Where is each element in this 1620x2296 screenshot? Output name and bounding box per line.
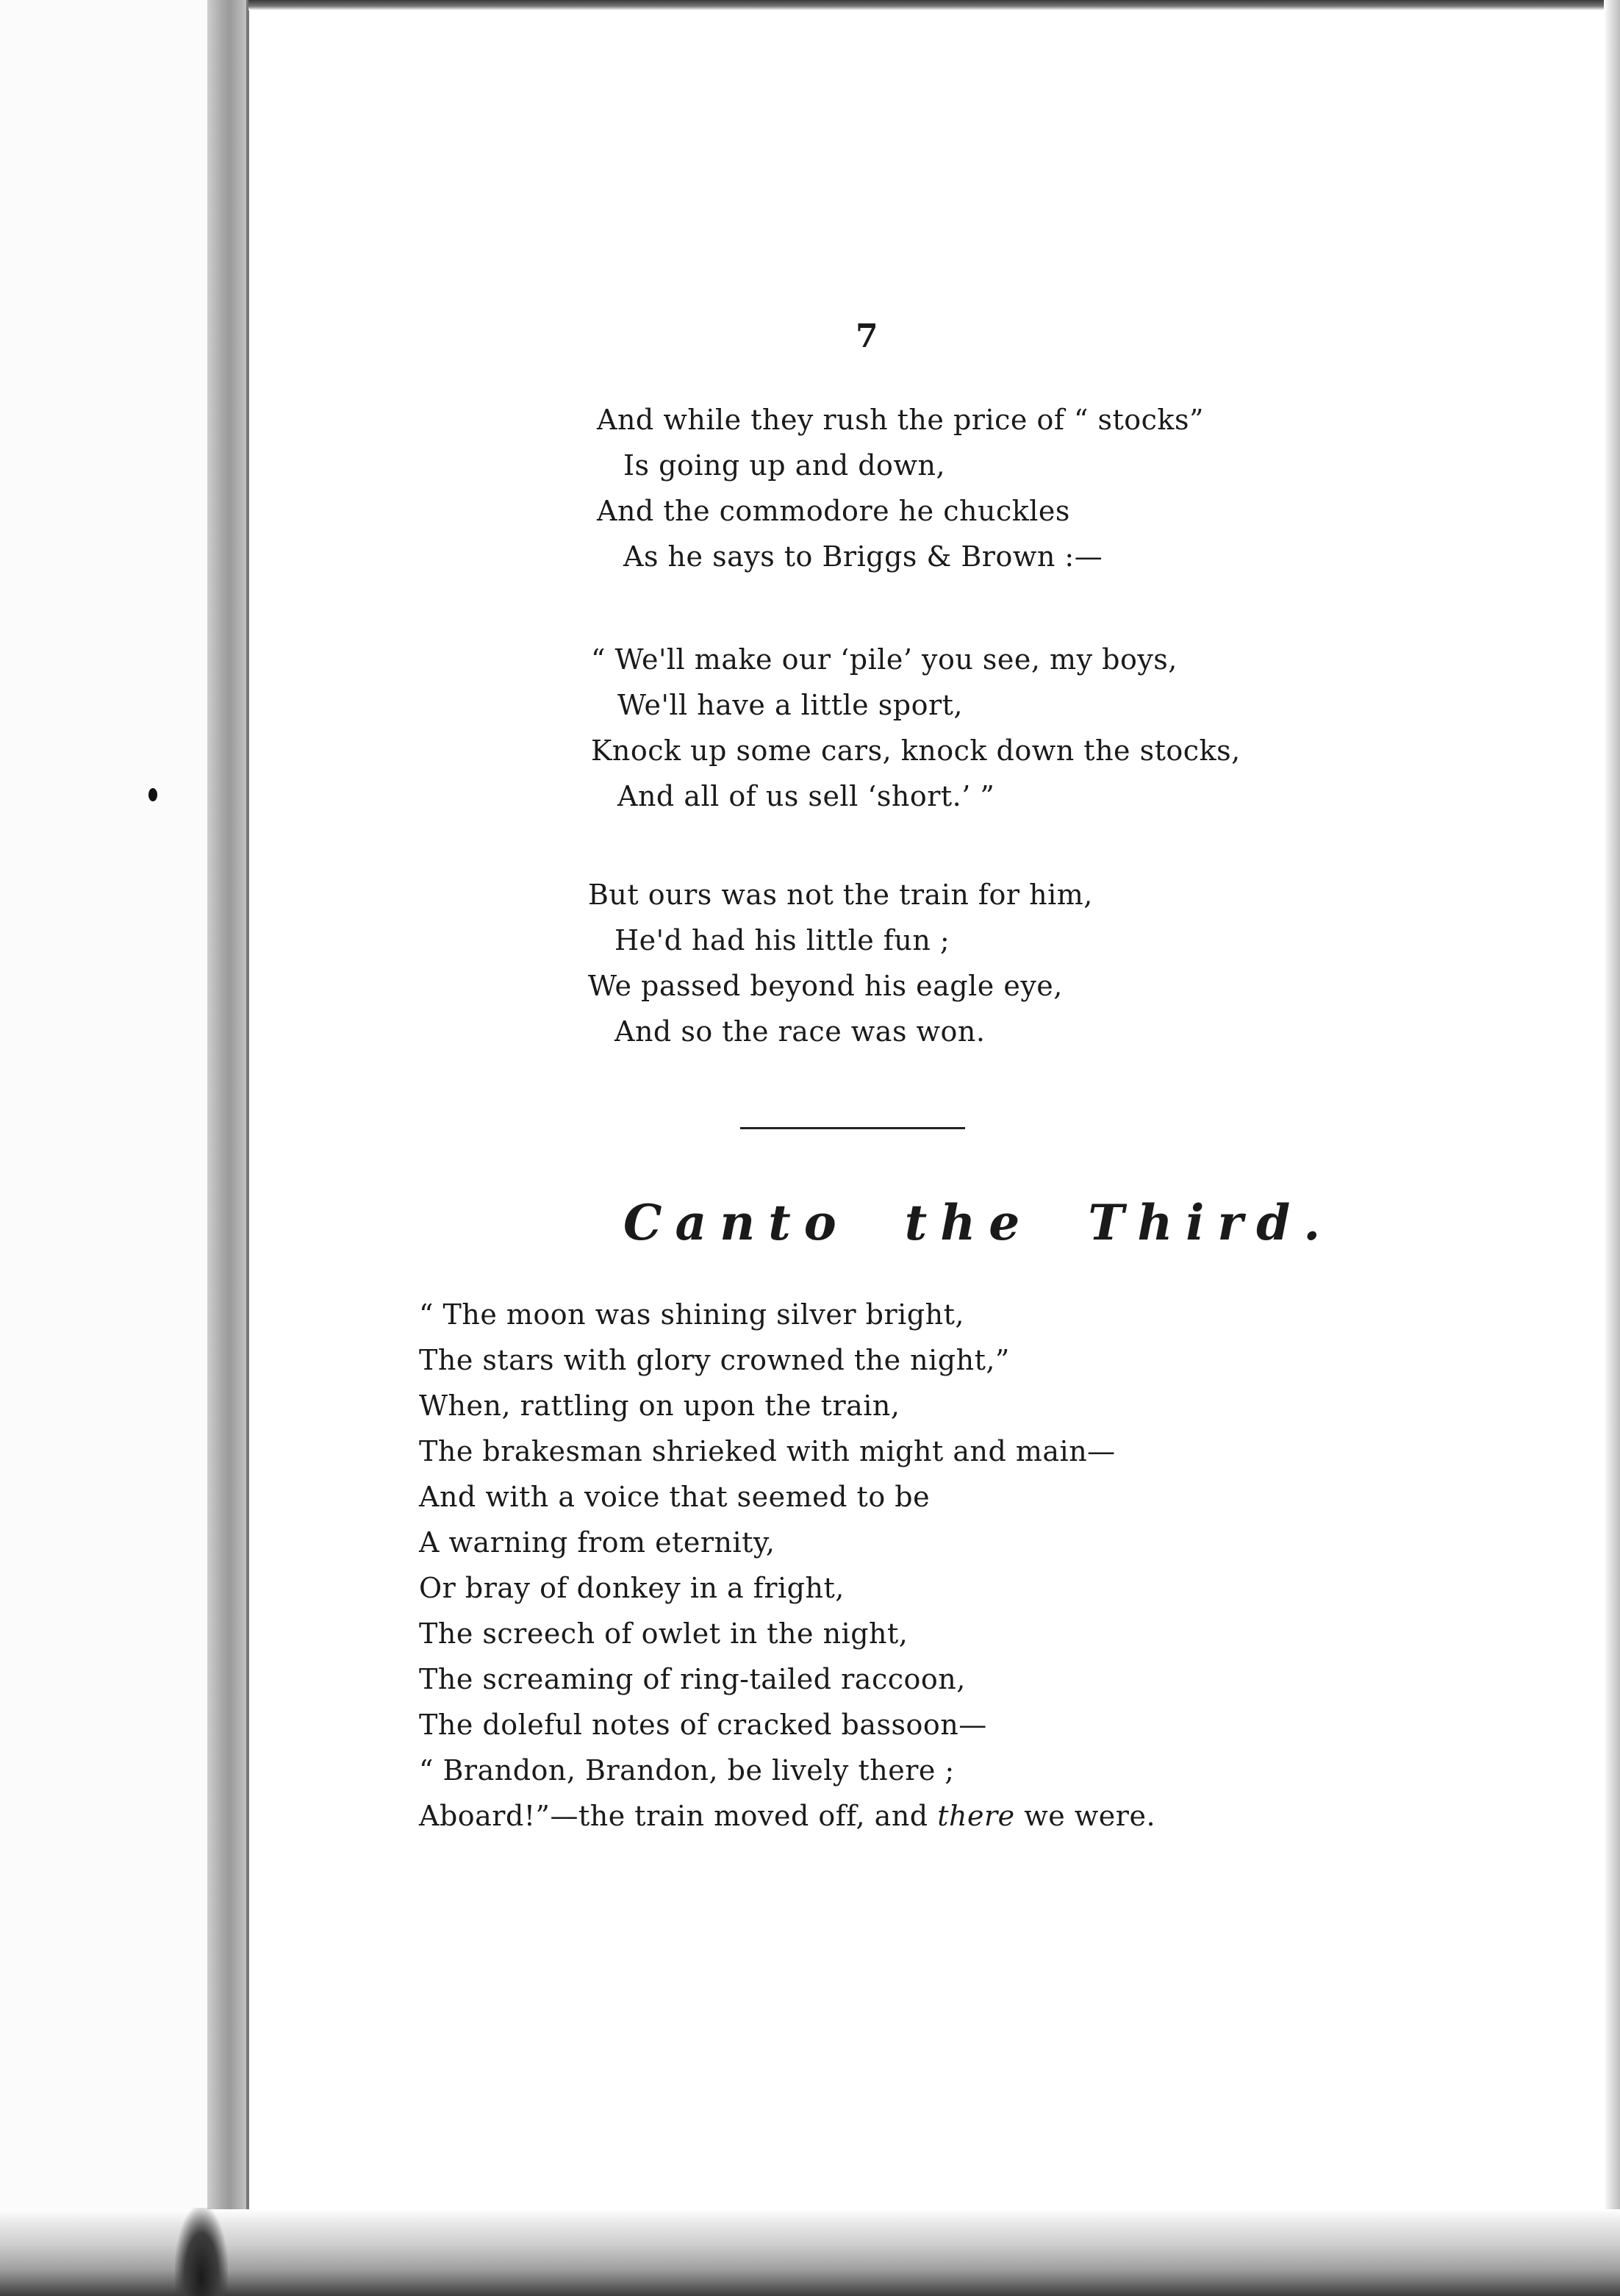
binding-corner-shadow bbox=[175, 2208, 228, 2296]
verse-line: As he says to Briggs & Brown :— bbox=[623, 540, 1103, 573]
stanza-2 bbox=[591, 637, 1241, 819]
verse-line: The brakesman shrieked with might and main— bbox=[419, 1435, 1116, 1467]
verse-line: “ The moon was shining silver bright, bbox=[419, 1298, 964, 1331]
verse-line: And the commodore he chuckles bbox=[597, 495, 1070, 527]
final-verse-line bbox=[419, 1793, 1155, 1839]
left-page-margin bbox=[0, 0, 228, 2296]
verse-line: He'd had his little fun ; bbox=[614, 924, 950, 956]
page-right-edge bbox=[1604, 0, 1620, 2296]
stanza-1 bbox=[597, 397, 1204, 579]
verse-line: And with a voice that seemed to be bbox=[419, 1481, 931, 1513]
final-line-end: we were. bbox=[1014, 1800, 1156, 1832]
verse-line: Is going up and down, bbox=[623, 449, 946, 482]
emphasized-word: there bbox=[937, 1800, 1015, 1832]
verse-line: But ours was not the train for him, bbox=[588, 879, 1093, 911]
verse-line: The screech of owlet in the night, bbox=[419, 1617, 908, 1650]
canto-verse bbox=[419, 1292, 1155, 1839]
binding-edge bbox=[246, 0, 249, 2228]
verse-line: And so the race was won. bbox=[614, 1015, 986, 1048]
verse-line: The screaming of ring-tailed raccoon, bbox=[419, 1663, 966, 1695]
ink-spot bbox=[148, 788, 157, 801]
verse-line: And while they rush the price of “ stocks” bbox=[597, 404, 1204, 436]
book-binding bbox=[207, 0, 248, 2228]
verse-line: And all of us sell ‘short.’ ” bbox=[617, 780, 995, 812]
verse-line: Or bray of donkey in a fright, bbox=[419, 1572, 845, 1604]
final-line-start: Aboard!”—the train moved off, and bbox=[419, 1800, 938, 1832]
page-bottom-edge bbox=[0, 2209, 1620, 2296]
page-top-edge bbox=[248, 0, 1620, 10]
canto-heading: Canto the Third. bbox=[623, 1194, 1334, 1251]
verse-line: “ Brandon, Brandon, be lively there ; bbox=[419, 1754, 955, 1787]
verse-line: The stars with glory crowned the night,” bbox=[419, 1344, 1010, 1376]
verse-line: The doleful notes of cracked bassoon— bbox=[419, 1709, 987, 1741]
verse-line: We'll have a little sport, bbox=[617, 689, 963, 721]
section-divider bbox=[740, 1127, 965, 1129]
verse-line: “ We'll make our ‘pile’ you see, my boys, bbox=[591, 643, 1178, 676]
verse-line: We passed beyond his eagle eye, bbox=[588, 970, 1063, 1002]
page-number: 7 bbox=[856, 318, 878, 355]
verse-line: When, rattling on upon the train, bbox=[419, 1390, 900, 1422]
verse-line: A warning from eternity, bbox=[419, 1526, 775, 1559]
stanza-3 bbox=[588, 872, 1093, 1054]
verse-line: Knock up some cars, knock down the stocks, bbox=[591, 734, 1241, 767]
